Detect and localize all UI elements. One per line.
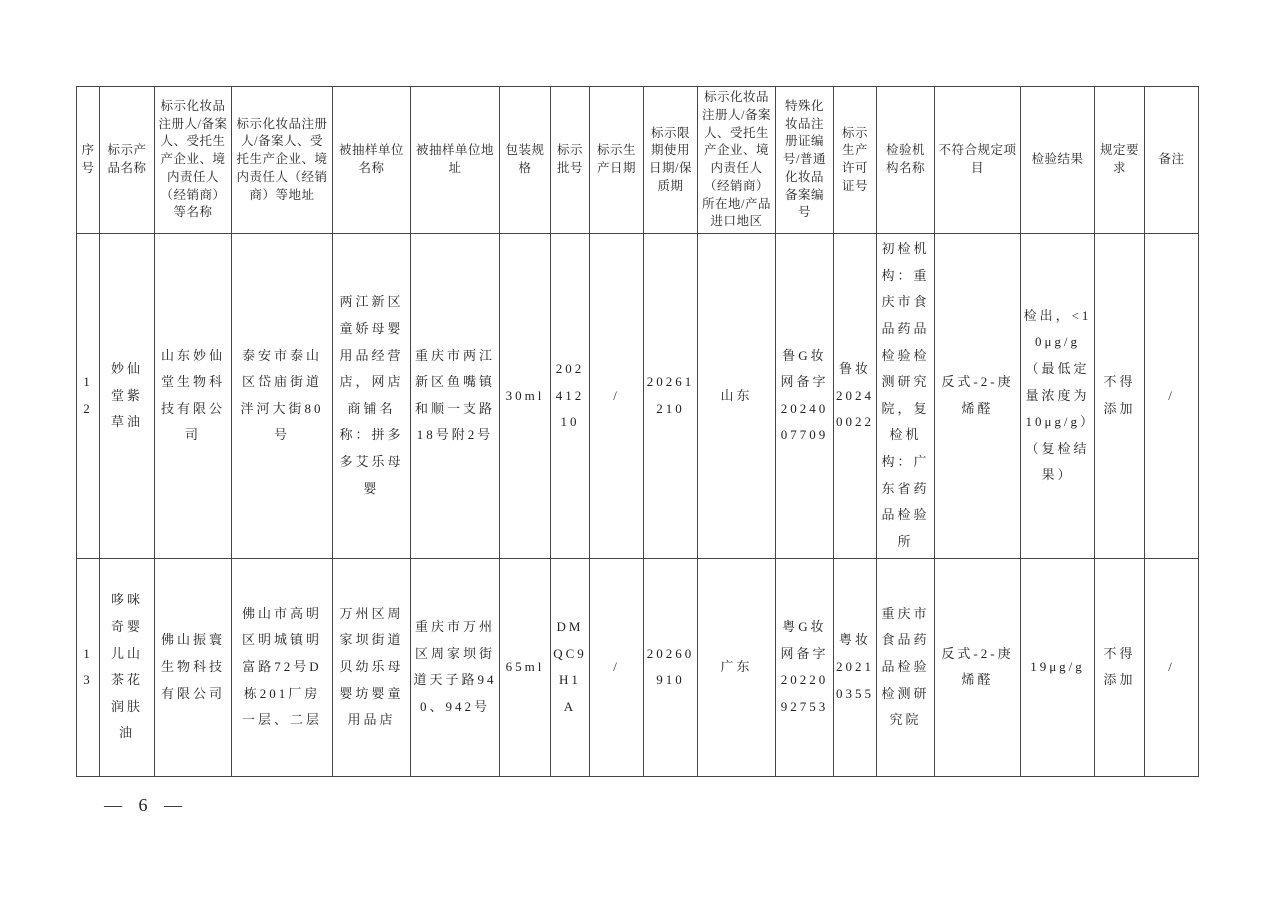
col-header-license-no: 标示生产许可证号 [834, 87, 877, 234]
col-header-batch-no: 标示批号 [551, 87, 590, 234]
col-header-remark: 备注 [1145, 87, 1199, 234]
cell-inspection-agency: 重庆市食品药品检验检测研究院 [877, 558, 935, 776]
col-header-production-date: 标示生产日期 [590, 87, 644, 234]
cell-license-no: 鲁妆20240022 [834, 234, 877, 559]
cell-batch-no: 20241210 [551, 234, 590, 559]
col-header-sampled-unit-address: 被抽样单位地址 [411, 87, 500, 234]
cell-sampled-unit-address: 重庆市万州区周家坝街道天子路940、942号 [411, 558, 500, 776]
cell-sampled-unit-name: 两江新区童娇母婴用品经营店，网店商铺名称：拼多多艾乐母婴 [333, 234, 411, 559]
cell-expiry-date: 20261210 [644, 234, 698, 559]
cell-registration-no: 粤G妆网备字2022092753 [776, 558, 834, 776]
col-header-registrant-name: 标示化妆品注册人/备案人、受托生产企业、境内责任人（经销商）等名称 [155, 87, 232, 234]
col-header-nonconforming-item: 不符合规定项目 [935, 87, 1021, 234]
cell-license-no: 粤妆20210355 [834, 558, 877, 776]
cell-product-name: 妙仙堂紫草油 [100, 234, 155, 559]
cell-registration-no: 鲁G妆网备字2024007709 [776, 234, 834, 559]
cell-nonconforming-item: 反式-2-庚烯醛 [935, 234, 1021, 559]
cell-test-result: 19μg/g [1021, 558, 1095, 776]
col-header-requirement: 规定要求 [1095, 87, 1145, 234]
cell-sampled-unit-name: 万州区周家坝街道贝幼乐母婴坊婴童用品店 [333, 558, 411, 776]
col-header-registrant-address: 标示化妆品注册人/备案人、受托生产企业、境内责任人（经销商）等地址 [232, 87, 333, 234]
col-header-sampled-unit-name: 被抽样单位名称 [333, 87, 411, 234]
col-header-product-name: 标示产品名称 [100, 87, 155, 234]
cell-seq: 13 [77, 558, 100, 776]
cell-production-date: / [590, 558, 644, 776]
col-header-pack-size: 包装规格 [500, 87, 551, 234]
col-header-origin-region: 标示化妆品注册人/备案人、受托生产企业、境内责任人（经销商）所在地/产品进口地区 [698, 87, 776, 234]
col-header-expiry-date: 标示限期使用日期/保质期 [644, 87, 698, 234]
cell-origin-region: 广东 [698, 558, 776, 776]
col-header-test-result: 检验结果 [1021, 87, 1095, 234]
cell-remark: / [1145, 558, 1199, 776]
cell-pack-size: 30ml [500, 234, 551, 559]
cell-origin-region: 山东 [698, 234, 776, 559]
cell-seq: 12 [77, 234, 100, 559]
cell-inspection-agency: 初检机构：重庆市食品药品检验检测研究院，复检机构：广东省药品检验所 [877, 234, 935, 559]
cell-registrant-name: 佛山振寰生物科技有限公司 [155, 558, 232, 776]
cell-registrant-name: 山东妙仙堂生物科技有限公司 [155, 234, 232, 559]
cell-registrant-address: 佛山市高明区明城镇明富路72号D栋201厂房一层、二层 [232, 558, 333, 776]
col-header-inspection-agency: 检验机构名称 [877, 87, 935, 234]
cell-test-result: 检出，<10μg/g（最低定量浓度为10μg/g）（复检结果） [1021, 234, 1095, 559]
cell-requirement: 不得添加 [1095, 558, 1145, 776]
table-row-12 [77, 234, 1199, 559]
table-row-13 [77, 558, 1199, 776]
cell-product-name: 哆咪奇婴儿山茶花润肤油 [100, 558, 155, 776]
cell-nonconforming-item: 反式-2-庚烯醛 [935, 558, 1021, 776]
cell-batch-no: DMQC9H1A [551, 558, 590, 776]
cell-remark: / [1145, 234, 1199, 559]
cell-pack-size: 65ml [500, 558, 551, 776]
inspection-table [76, 86, 1199, 777]
cell-production-date: / [590, 234, 644, 559]
table-header-row [77, 87, 1199, 234]
cell-registrant-address: 泰安市泰山区岱庙街道泮河大街80号 [232, 234, 333, 559]
col-header-seq: 序号 [77, 87, 100, 234]
cell-sampled-unit-address: 重庆市两江新区鱼嘴镇和顺一支路18号附2号 [411, 234, 500, 559]
cell-expiry-date: 20260910 [644, 558, 698, 776]
col-header-registration-no: 特殊化妆品注册证编号/普通化妆品备案编号 [776, 87, 834, 234]
page-number: — 6 — [104, 795, 185, 815]
cell-requirement: 不得添加 [1095, 234, 1145, 559]
